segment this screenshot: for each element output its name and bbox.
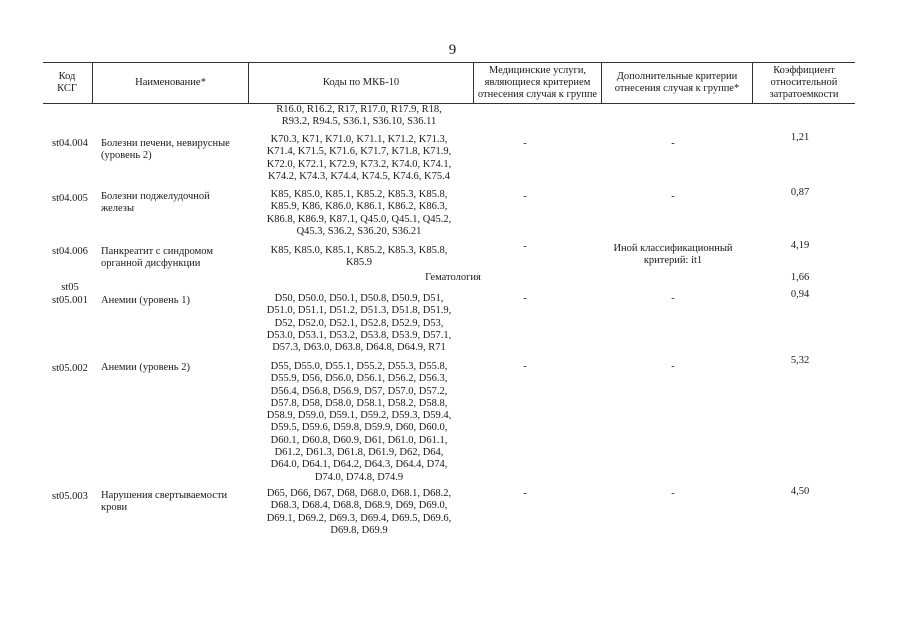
coefficient-value: 0,87 [790, 187, 810, 198]
mkb-codes: K70.3, K71, K71.0, K71.1, K71.2, K71.3, K71.4, K71.5, K71.6, K71.7, K71.8, K71.9, K72.0, K72.1, K72.9, K73.2, K74.0, K74.1, K74.2, K74.3, K74.4, K74.5, K74.6, K75.4 [266, 134, 452, 182]
services-value: - [523, 488, 527, 499]
coefficient-value: 4,19 [790, 240, 810, 251]
coefficient-value: 5,32 [790, 355, 810, 366]
mkb-codes: D65, D66, D67, D68, D68.0, D68.1, D68.2, D68.3, D68.4, D68.8, D68.9, D69, D69.0, D69.1, D69.2, D69.3, D69.4, D69.5, D69.6, D69.8, D69.9 [266, 488, 452, 536]
mkb-codes: K85, K85.0, K85.1, K85.2, K85.3, K85.8, K85.9 [270, 245, 448, 269]
header-mkb: Коды по МКБ-10 [322, 77, 400, 88]
header-criteria: Дополнительные критерии отнесения случая к группе* [614, 71, 740, 94]
ksg-name: Анемии (уровень 1) [101, 295, 190, 306]
criteria-value: - [671, 191, 675, 202]
ksg-code: st04.005 [52, 193, 88, 204]
ksg-name: Болезни поджелудочной железы [101, 191, 210, 215]
mkb-codes: D55, D55.0, D55.1, D55.2, D55.3, D55.8, D55.9, D56, D56.0, D56.1, D56.2, D56.3, D56.4, D56.8, D56.9, D57, D57.0, D57.2, D57.8, D58, D58.0, D58.1, D58.2, D58.8, D58.9, D59.0, D59.1, D59.2, D59.3, D59.4, D59.5, D59.6, D59.8, D59.9, D60, D60.0, D60.1, D60.8, D60.9, D61, D61.0, D61.1, D61.2, D61.3, D61.8, D61.9, D62, D64, D64.0, D64.1, D64.2, D64.3, D64.4, D74, D74.0, D74.8, D74.9 [266, 361, 452, 483]
ksg-code: st05 [61, 282, 79, 293]
services-value: - [523, 293, 527, 304]
ksg-name: Нарушения свертываемости крови [101, 490, 228, 514]
coefficient-value: 4,50 [790, 486, 810, 497]
criteria-value: Иной классификационный критерий: it1 [613, 243, 733, 267]
ksg-name: Болезни печени, невирусные (уровень 2) [101, 138, 230, 162]
section-title: Гематология [425, 272, 481, 283]
ksg-code: st05.003 [52, 491, 88, 502]
table-header [43, 62, 855, 104]
ksg-code: st05.002 [52, 363, 88, 374]
services-value: - [523, 241, 527, 252]
header-name: Наименование* [135, 77, 206, 88]
criteria-value: - [671, 488, 675, 499]
header-services: Медицинские услуги, являющиеся критерием отнесения случая к группе [477, 65, 598, 100]
mkb-codes: K85, K85.0, K85.1, K85.2, K85.3, K85.8, K85.9, K86, K86.0, K86.1, K86.2, K86.3, K86.8, K86.9, K87.1, Q45.0, Q45.1, Q45.2, Q45.3, S36.2, S36.20, S36.21 [266, 189, 452, 237]
criteria-value: - [671, 138, 675, 149]
ksg-code: st04.006 [52, 246, 88, 257]
criteria-value: - [671, 293, 675, 304]
coefficient-value: 1,21 [790, 132, 810, 143]
mkb-codes: R16.0, R16.2, R17, R17.0, R17.9, R18, R93.2, R94.5, S36.1, S36.10, S36.11 [276, 104, 442, 128]
services-value: - [523, 361, 527, 372]
criteria-value: - [671, 361, 675, 372]
mkb-codes: D50, D50.0, D50.1, D50.8, D50.9, D51, D51.0, D51.1, D51.2, D51.3, D51.8, D51.9, D52, D52.0, D52.1, D52.8, D52.9, D53, D53.0, D53.1, D53.2, D53.8, D53.9, D57.1, D57.3, D63.0, D63.8, D64.8, D64.9, R71 [266, 293, 452, 354]
services-value: - [523, 191, 527, 202]
services-value: - [523, 138, 527, 149]
header-coefficient: Коэффициент относительной затратоемкости [769, 65, 839, 100]
ksg-name: Панкреатит с синдромом органной дисфункции [101, 246, 213, 270]
ksg-code: st05.001 [52, 295, 88, 306]
ksg-code: st04.004 [52, 138, 88, 149]
header-code: Код КСГ [57, 71, 77, 94]
coefficient-value: 0,94 [790, 289, 810, 300]
ksg-name: Анемии (уровень 2) [101, 362, 190, 373]
coefficient-value: 1,66 [790, 272, 810, 283]
page-number: 9 [448, 42, 457, 58]
